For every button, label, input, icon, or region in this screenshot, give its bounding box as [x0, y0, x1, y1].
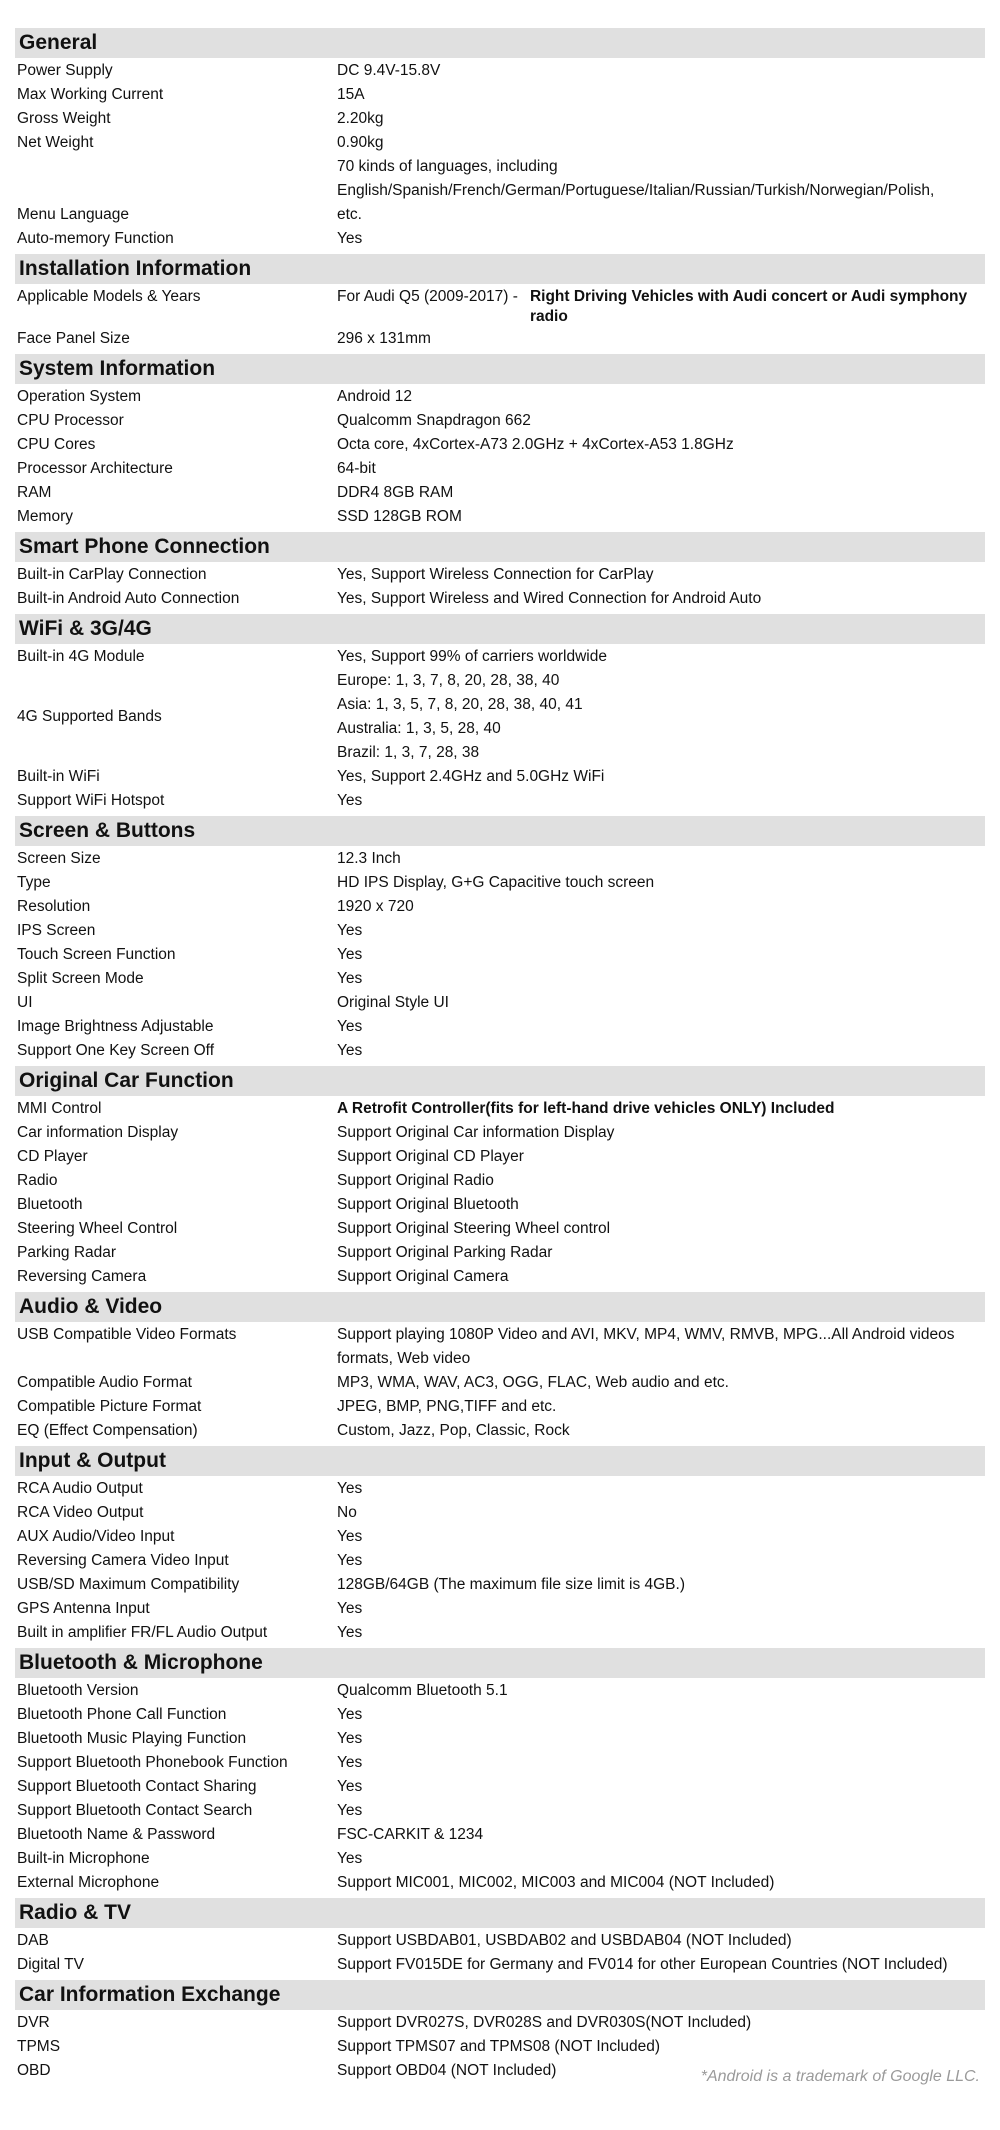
spec-value-cell: [337, 967, 985, 991]
spec-label: Built in amplifier FR/FL Audio Output: [17, 1624, 268, 1641]
spec-row: [15, 587, 985, 611]
spec-label: Parking Radar: [17, 1244, 117, 1261]
spec-label: Touch Screen Function: [17, 946, 176, 963]
spec-row: [15, 107, 985, 131]
spec-value: Asia: 1, 3, 5, 7, 8, 20, 28, 38, 40, 41: [337, 696, 583, 713]
spec-label: DAB: [17, 1932, 49, 1949]
spec-row: [15, 1929, 985, 1953]
spec-value: Support Original Camera: [337, 1268, 509, 1285]
spec-value-cell: [337, 895, 985, 919]
spec-row: [15, 789, 985, 813]
spec-row: [15, 1953, 985, 1977]
spec-label: RCA Audio Output: [17, 1480, 143, 1497]
spec-row: [15, 1145, 985, 1169]
spec-label: Built-in Microphone: [17, 1850, 150, 1867]
spec-value-cell: [337, 1525, 985, 1549]
spec-value: Yes, Support 2.4GHz and 5.0GHz WiFi: [337, 768, 605, 785]
spec-row: [15, 1121, 985, 1145]
spec-value-cell: [337, 1823, 985, 1847]
spec-label: USB Compatible Video Formats: [17, 1326, 237, 1343]
spec-value-cell: [337, 1775, 985, 1799]
spec-value-cell: [337, 1121, 985, 1145]
spec-value-cell: [337, 433, 985, 457]
spec-value-cell: [337, 505, 985, 529]
section-heading: Smart Phone Connection: [15, 532, 985, 562]
spec-value: Support Original Parking Radar: [337, 1244, 553, 1261]
spec-row: [15, 1847, 985, 1871]
section-installation-information: [15, 254, 985, 351]
spec-row: [15, 1217, 985, 1241]
spec-row: [15, 919, 985, 943]
spec-value: FSC-CARKIT & 1234: [337, 1826, 484, 1843]
section-heading: Audio & Video: [15, 1292, 985, 1322]
spec-value: Yes: [337, 946, 363, 963]
spec-value-cell: [337, 847, 985, 871]
spec-value-cell: [337, 1621, 985, 1645]
spec-value: Original Style UI: [337, 994, 449, 1011]
spec-value: DC 9.4V-15.8V: [337, 62, 441, 79]
spec-row: [15, 1323, 985, 1371]
spec-label: AUX Audio/Video Input: [17, 1528, 175, 1545]
spec-label: Net Weight: [17, 134, 94, 151]
spec-label: Support Bluetooth Contact Sharing: [17, 1778, 257, 1795]
spec-label: CPU Processor: [17, 412, 124, 429]
spec-label: Compatible Picture Format: [17, 1398, 202, 1415]
spec-label: TPMS: [17, 2038, 61, 2055]
spec-value: 64-bit: [337, 460, 376, 477]
spec-value-prefix: For Audi Q5 (2009-2017) -: [337, 288, 518, 305]
spec-row: [15, 83, 985, 107]
spec-value-cell: [337, 1241, 985, 1265]
spec-label: Bluetooth Version: [17, 1682, 139, 1699]
spec-value-cell: [337, 1323, 985, 1371]
section-original-car-function: [15, 1066, 985, 1289]
spec-label: Steering Wheel Control: [17, 1220, 178, 1237]
spec-label: Support WiFi Hotspot: [17, 792, 165, 809]
spec-value-cell: [337, 1395, 985, 1419]
spec-table: [15, 25, 985, 2083]
spec-value-cell: [337, 59, 985, 83]
spec-value-cell: [337, 765, 985, 789]
spec-row: [15, 285, 985, 327]
spec-value-cell: [337, 871, 985, 895]
spec-row: [15, 1241, 985, 1265]
spec-value-cell: [337, 83, 985, 107]
spec-row: [15, 227, 985, 251]
spec-value: Yes: [337, 1552, 363, 1569]
spec-row: [15, 409, 985, 433]
spec-label: Screen Size: [17, 850, 101, 867]
spec-value: Yes: [337, 1042, 363, 1059]
spec-value-cell: [337, 481, 985, 505]
spec-value-cell: [337, 919, 985, 943]
spec-label: MMI Control: [17, 1100, 102, 1117]
spec-value-emphasis: Right Driving Vehicles with Audi concert or Audi symphony radio: [529, 288, 968, 325]
spec-value-cell: [337, 1573, 985, 1597]
spec-value: Yes, Support Wireless and Wired Connection for Android Auto: [337, 590, 762, 607]
spec-value: Support FV015DE for Germany and FV014 for other European Countries (NOT Included): [337, 1956, 948, 1973]
section-heading: Radio & TV: [15, 1898, 985, 1928]
spec-row: [15, 155, 985, 227]
spec-row: [15, 1477, 985, 1501]
section-screen-buttons: [15, 816, 985, 1063]
spec-row: [15, 1799, 985, 1823]
spec-row: [15, 1015, 985, 1039]
spec-value-cell: [337, 1597, 985, 1621]
spec-row: [15, 1039, 985, 1063]
spec-value: Qualcomm Bluetooth 5.1: [337, 1682, 508, 1699]
spec-label: GPS Antenna Input: [17, 1600, 150, 1617]
spec-value: Yes: [337, 1018, 363, 1035]
spec-value-cell: [337, 669, 985, 765]
spec-label: Type: [17, 874, 51, 891]
spec-value: 2.20kg: [337, 110, 384, 127]
spec-value-cell: [337, 155, 985, 227]
spec-row: [15, 505, 985, 529]
spec-value-cell: [337, 409, 985, 433]
spec-label: Processor Architecture: [17, 460, 173, 477]
spec-label: Built-in 4G Module: [17, 648, 145, 665]
trademark-footnote: *Android is a trademark of Google LLC.: [700, 2068, 980, 2085]
spec-row: [15, 1395, 985, 1419]
spec-value-cell: [337, 1193, 985, 1217]
spec-value-cell: [337, 1371, 985, 1395]
spec-value: Yes: [337, 1778, 363, 1795]
spec-value: Yes: [337, 1850, 363, 1867]
spec-value-cell: [337, 107, 985, 131]
spec-value: 70 kinds of languages, including: [337, 158, 558, 175]
spec-value-cell: [337, 991, 985, 1015]
spec-label: Bluetooth: [17, 1196, 83, 1213]
spec-value: Android 12: [337, 388, 412, 405]
spec-value-cell: [337, 645, 985, 669]
spec-row: [15, 991, 985, 1015]
spec-value-cell: [337, 1679, 985, 1703]
spec-value: Australia: 1, 3, 5, 28, 40: [337, 720, 501, 737]
spec-row: [15, 847, 985, 871]
spec-value: 12.3 Inch: [337, 850, 401, 867]
section-radio-tv: [15, 1898, 985, 1977]
spec-label: Digital TV: [17, 1956, 84, 1973]
spec-value: Support MIC001, MIC002, MIC003 and MIC004 (NOT Included): [337, 1874, 775, 1891]
spec-value: Yes: [337, 1802, 363, 1819]
spec-label: Support Bluetooth Phonebook Function: [17, 1754, 288, 1771]
section-heading: Car Information Exchange: [15, 1980, 985, 2010]
spec-label: Reversing Camera: [17, 1268, 147, 1285]
spec-value-cell: [337, 457, 985, 481]
spec-label: Support One Key Screen Off: [17, 1042, 215, 1059]
spec-label: OBD: [17, 2062, 51, 2079]
spec-row: [15, 765, 985, 789]
spec-value: English/Spanish/French/German/Portuguese/Italian/Russian/Turkish/Norwegian/Polish,: [337, 182, 935, 199]
spec-label: Bluetooth Music Playing Function: [17, 1730, 247, 1747]
section-heading: System Information: [15, 354, 985, 384]
spec-value-cell: [337, 1847, 985, 1871]
spec-label: DVR: [17, 2014, 50, 2031]
spec-value: 128GB/64GB (The maximum file size limit is 4GB.): [337, 1576, 685, 1593]
spec-label: Car information Display: [17, 1124, 179, 1141]
spec-label: Split Screen Mode: [17, 970, 144, 987]
section-heading: WiFi & 3G/4G: [15, 614, 985, 644]
spec-row: [15, 131, 985, 155]
spec-value-cell: [337, 1265, 985, 1289]
spec-value-cell: [337, 1039, 985, 1063]
section-heading: Bluetooth & Microphone: [15, 1648, 985, 1678]
spec-value: Support playing 1080P Video and AVI, MKV, MP4, WMV, RMVB, MPG...All Android videos: [337, 1326, 955, 1343]
spec-label: Reversing Camera Video Input: [17, 1552, 229, 1569]
spec-label: CPU Cores: [17, 436, 96, 453]
spec-value-cell: [337, 1953, 985, 1977]
spec-row: [15, 1621, 985, 1645]
spec-value: DDR4 8GB RAM: [337, 484, 454, 501]
spec-label: Gross Weight: [17, 110, 111, 127]
spec-value-cell: [337, 1015, 985, 1039]
spec-value: Yes: [337, 230, 363, 247]
spec-row: [15, 1193, 985, 1217]
spec-label: 4G Supported Bands: [17, 708, 162, 725]
spec-row: [15, 895, 985, 919]
spec-label: Auto-memory Function: [17, 230, 174, 247]
spec-value-cell: [337, 1419, 985, 1443]
spec-value: Yes: [337, 922, 363, 939]
spec-label: Max Working Current: [17, 86, 164, 103]
spec-value-cell: [337, 1549, 985, 1573]
spec-row: [15, 1265, 985, 1289]
spec-row: [15, 1597, 985, 1621]
spec-value: Support Original Car information Display: [337, 1124, 615, 1141]
spec-value: Octa core, 4xCortex-A73 2.0GHz + 4xCortex-A53 1.8GHz: [337, 436, 734, 453]
spec-row: [15, 943, 985, 967]
spec-value-cell: [337, 1477, 985, 1501]
spec-label: EQ (Effect Compensation): [17, 1422, 198, 1439]
spec-label: Bluetooth Phone Call Function: [17, 1706, 227, 1723]
spec-row: [15, 563, 985, 587]
spec-row: [15, 481, 985, 505]
spec-value: Yes: [337, 1600, 363, 1617]
spec-row: [15, 1097, 985, 1121]
spec-label: Operation System: [17, 388, 142, 405]
spec-row: [15, 1775, 985, 1799]
spec-value: Custom, Jazz, Pop, Classic, Rock: [337, 1422, 570, 1439]
spec-row: [15, 457, 985, 481]
spec-value: SSD 128GB ROM: [337, 508, 462, 525]
spec-value: etc.: [337, 206, 362, 223]
spec-label: Resolution: [17, 898, 91, 915]
spec-row: [15, 1727, 985, 1751]
spec-value: 1920 x 720: [337, 898, 414, 915]
spec-value: Support USBDAB01, USBDAB02 and USBDAB04 (NOT Included): [337, 1932, 792, 1949]
spec-value: Support Original Steering Wheel control: [337, 1220, 611, 1237]
spec-value: Support Original Bluetooth: [337, 1196, 519, 1213]
spec-value-cell: [337, 1097, 985, 1121]
spec-label: Applicable Models & Years: [17, 288, 201, 305]
spec-value: Support DVR027S, DVR028S and DVR030S(NOT Included): [337, 2014, 752, 2031]
spec-value: Yes: [337, 1706, 363, 1723]
spec-row: [15, 1525, 985, 1549]
spec-value-cell: [337, 943, 985, 967]
spec-label: Built-in CarPlay Connection: [17, 566, 207, 583]
spec-row: [15, 645, 985, 669]
spec-value: formats, Web video: [337, 1350, 471, 1367]
spec-value-cell: [337, 1871, 985, 1895]
spec-value: 296 x 131mm: [337, 330, 431, 347]
spec-value-cell: [337, 1703, 985, 1727]
section-system-information: [15, 354, 985, 529]
spec-label: UI: [17, 994, 33, 1011]
spec-label: Power Supply: [17, 62, 113, 79]
spec-value: Europe: 1, 3, 7, 8, 20, 28, 38, 40: [337, 672, 560, 689]
spec-value: Yes, Support 99% of carriers worldwide: [337, 648, 607, 665]
spec-value: A Retrofit Controller(fits for left-hand drive vehicles ONLY) Included: [337, 1100, 835, 1117]
spec-row: [15, 1419, 985, 1443]
spec-row: [15, 1371, 985, 1395]
spec-value: Support OBD04 (NOT Included): [337, 2062, 557, 2079]
section-heading: Input & Output: [15, 1446, 985, 1476]
spec-value: Support Original CD Player: [337, 1148, 524, 1165]
spec-value: Yes: [337, 1480, 363, 1497]
spec-value-cell: [337, 131, 985, 155]
spec-row: [15, 1549, 985, 1573]
spec-value-cell: [337, 385, 985, 409]
spec-value: 15A: [337, 86, 365, 103]
spec-label: Compatible Audio Format: [17, 1374, 192, 1391]
spec-value-cell: [337, 563, 985, 587]
spec-row: [15, 2011, 985, 2035]
spec-row: [15, 1501, 985, 1525]
spec-value-cell: [337, 587, 985, 611]
section-bluetooth-microphone: [15, 1648, 985, 1895]
spec-value-cell: [337, 1929, 985, 1953]
spec-value: Yes: [337, 1624, 363, 1641]
spec-label: RAM: [17, 484, 52, 501]
spec-value: 0.90kg: [337, 134, 384, 151]
spec-value-cell: [337, 1145, 985, 1169]
spec-label: RCA Video Output: [17, 1504, 144, 1521]
spec-label: Support Bluetooth Contact Search: [17, 1802, 253, 1819]
spec-row: [15, 871, 985, 895]
spec-value-cell: [337, 285, 985, 327]
spec-label: Radio: [17, 1172, 58, 1189]
section-audio-video: [15, 1292, 985, 1443]
spec-value: Yes: [337, 1754, 363, 1771]
spec-row: [15, 327, 985, 351]
spec-row: [15, 669, 985, 765]
spec-label: External Microphone: [17, 1874, 160, 1891]
spec-value: Yes: [337, 1730, 363, 1747]
spec-value-cell: [337, 327, 985, 351]
spec-value-cell: [337, 1169, 985, 1193]
spec-value-cell: [337, 227, 985, 251]
spec-value-cell: [337, 1799, 985, 1823]
spec-label: IPS Screen: [17, 922, 96, 939]
spec-label: Built-in WiFi: [17, 768, 100, 785]
spec-value: Brazil: 1, 3, 7, 28, 38: [337, 744, 480, 761]
spec-value: No: [337, 1504, 357, 1521]
spec-row: [15, 1751, 985, 1775]
section-wifi-3g-4g: [15, 614, 985, 813]
spec-label: CD Player: [17, 1148, 88, 1165]
spec-row: [15, 1573, 985, 1597]
spec-value-cell: [337, 1727, 985, 1751]
section-heading: Installation Information: [15, 254, 985, 284]
spec-row: [15, 2035, 985, 2059]
spec-row: [15, 1169, 985, 1193]
spec-row: [15, 433, 985, 457]
spec-value: Yes: [337, 970, 363, 987]
spec-value: HD IPS Display, G+G Capacitive touch screen: [337, 874, 655, 891]
spec-value: Yes, Support Wireless Connection for CarPlay: [337, 566, 654, 583]
spec-row: [15, 1679, 985, 1703]
spec-label: Menu Language: [17, 206, 130, 223]
spec-value-cell: [337, 2011, 985, 2035]
section-smart-phone-connection: [15, 532, 985, 611]
spec-value: Support TPMS07 and TPMS08 (NOT Included): [337, 2038, 661, 2055]
section-heading: General: [15, 28, 985, 58]
spec-row: [15, 59, 985, 83]
spec-label: Built-in Android Auto Connection: [17, 590, 240, 607]
spec-value-cell: [337, 2035, 985, 2059]
spec-row: [15, 385, 985, 409]
spec-value: Yes: [337, 792, 363, 809]
spec-row: [15, 1871, 985, 1895]
spec-value-cell: [337, 1501, 985, 1525]
section-input-output: [15, 1446, 985, 1645]
spec-row: [15, 1823, 985, 1847]
section-heading: Original Car Function: [15, 1066, 985, 1096]
spec-row: [15, 1703, 985, 1727]
spec-value: Yes: [337, 1528, 363, 1545]
spec-label: Face Panel Size: [17, 330, 130, 347]
section-general: [15, 28, 985, 251]
spec-label: Image Brightness Adjustable: [17, 1018, 214, 1035]
spec-label: Memory: [17, 508, 73, 525]
spec-value: JPEG, BMP, PNG,TIFF and etc.: [337, 1398, 557, 1415]
section-heading: Screen & Buttons: [15, 816, 985, 846]
spec-value: MP3, WMA, WAV, AC3, OGG, FLAC, Web audio and etc.: [337, 1374, 729, 1391]
spec-value-cell: [337, 789, 985, 813]
spec-row: [15, 967, 985, 991]
spec-value: Qualcomm Snapdragon 662: [337, 412, 531, 429]
spec-label: USB/SD Maximum Compatibility: [17, 1576, 240, 1593]
spec-value-cell: [337, 1751, 985, 1775]
spec-label: Bluetooth Name & Password: [17, 1826, 216, 1843]
spec-value-cell: [337, 1217, 985, 1241]
spec-value: Support Original Radio: [337, 1172, 494, 1189]
